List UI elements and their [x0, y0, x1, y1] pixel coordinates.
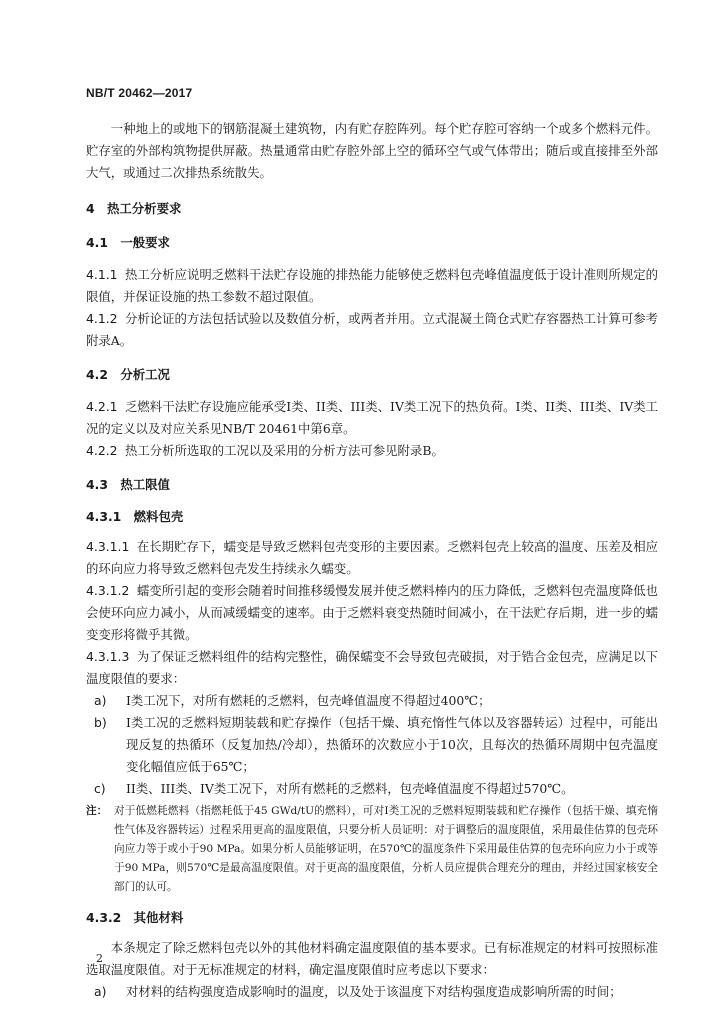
subsection-heading — [86, 474, 658, 496]
list-text: II类、III类、IV类工况下，对所有燃耗的乏燃料，包壳峰值温度不得超过570℃。 — [126, 781, 574, 796]
list-text: I类工况的乏燃料短期装载和贮存操作（包括干燥、填充惰性气体以及容器转运）过程中，可能出现反复的热循环（反复加热/冷却），热循环的次数应小于10次，且每次的热循环周期中包壳温度变化幅值应低于65℃； — [126, 715, 658, 774]
note — [86, 802, 658, 897]
clause-paragraph — [86, 536, 658, 580]
section-title: 热工分析要求 — [107, 201, 182, 216]
section-heading — [86, 198, 658, 220]
subsection-number: 4.3 — [86, 477, 108, 492]
clause-heading-number: 4.3.2 — [86, 910, 122, 925]
subsection-number: 4.2 — [86, 367, 108, 382]
clause-paragraph — [86, 308, 658, 352]
page-number: 2 — [96, 952, 103, 965]
clause-number: 4.3.1.3 — [86, 649, 130, 664]
clause-heading-title: 燃料包壳 — [133, 509, 184, 524]
subsection-title: 分析工况 — [120, 367, 170, 382]
standard-code-header: NB/T 20462—2017 — [86, 86, 193, 100]
clause-text: 乏燃料干法贮存设施应能承受I类、II类、III类、IV类工况下的热负荷。I类、II类、III类、IV类工况的定义以及对应关系见NB/T 20461中第6章。 — [86, 399, 658, 436]
list-item — [86, 981, 658, 1003]
subsection-heading — [86, 364, 658, 386]
clause-paragraph — [86, 440, 658, 462]
list-text: 对材料的结构强度造成影响时的温度，以及处于该温度下对结构强度造成影响所需的时间； — [126, 984, 622, 999]
subsection-heading — [86, 232, 658, 254]
list-marker: b) — [94, 715, 107, 730]
clause-number: 4.2.1 — [86, 399, 118, 414]
clause-text: 为了保证乏燃料组件的结构完整性，确保蠕变不会导致包壳破损，对于锆合金包壳，应满足以下温度限值的要求： — [86, 649, 658, 686]
clause-heading-title: 其他材料 — [133, 910, 184, 925]
clause-text: 热工分析应说明乏燃料干法贮存设施的排热能力能够使乏燃料包壳峰值温度低于设计准则所规定的限值，并保证设施的热工参数不超过限值。 — [86, 267, 658, 304]
clause-number: 4.3.1.2 — [86, 583, 130, 598]
list-item — [86, 712, 658, 778]
clause-paragraph — [86, 580, 658, 646]
clause-number: 4.1.2 — [86, 311, 118, 326]
clause-heading — [86, 506, 658, 528]
list-marker: a) — [94, 693, 107, 708]
clause-number: 4.1.1 — [86, 267, 118, 282]
clause-text: 热工分析所选取的工况以及采用的分析方法可参见附录B。 — [124, 443, 444, 458]
section-number: 4 — [86, 201, 95, 216]
list-marker: a) — [94, 984, 107, 999]
subsection-title: 热工限值 — [120, 477, 170, 492]
clause-paragraph — [86, 264, 658, 308]
list-text: I类工况下，对所有燃耗的乏燃料，包壳峰值温度不得超过400℃； — [126, 693, 491, 708]
list-item — [86, 690, 658, 712]
note-label: 注： — [86, 805, 108, 817]
subsection-title: 一般要求 — [120, 235, 170, 250]
clause-paragraph — [86, 646, 658, 690]
clause-heading — [86, 907, 658, 929]
document-body — [86, 118, 658, 1003]
clause-number: 4.2.2 — [86, 443, 118, 458]
clause-number: 4.3.1.1 — [86, 539, 130, 554]
list-marker: c) — [94, 781, 106, 796]
clause-text: 分析论证的方法包括试验以及数值分析，或两者并用。立式混凝土筒仓式贮存容器热工计算可参考附录A。 — [86, 311, 658, 348]
clause-text: 在长期贮存下，蠕变是导致乏燃料包壳变形的主要因素。乏燃料包壳上较高的温度、压差及相应的环向应力将导致乏燃料包壳发生持续永久蠕变。 — [86, 539, 658, 576]
clause-heading-number: 4.3.1 — [86, 509, 122, 524]
note-text: 对于低燃耗燃料（指燃耗低于45 GWd/tU的燃料），可对I类工况的乏燃料短期装载和贮存操作（包括干燥、填充惰性气体及容器转运）过程采用更高的温度限值，只要分析人员证明：对于调整后的温度限值，采用最佳估算的包壳环向应力等于或小于90 MPa。如果分析人员能够证明，在570℃的温度条件下采用最佳估算的包壳环向应力小于或等于90 MPa，则570℃是最高温度限值。对于更高的温度限值，分析人员应提供合理充分的理由，并经过国家核安全部门的认可。 — [114, 805, 658, 893]
subsection-number: 4.1 — [86, 235, 108, 250]
intro-paragraph: 一种地上的或地下的钢筋混凝土建筑物，内有贮存腔阵列。每个贮存腔可容纳一个或多个燃料元件。贮存室的外部构筑物提供屏蔽。热量通常由贮存腔外部上空的循环空气或气体带出；随后或直接排至外部大气，或通过二次排热系统散失。 — [86, 121, 658, 180]
clause-paragraph: 本条规定了除乏燃料包壳以外的其他材料确定温度限值的基本要求。已有标准规定的材料可按照标准选取温度限值。对于无标准规定的材料，确定温度限值时应考虑以下要求： — [86, 940, 658, 977]
list-item — [86, 778, 658, 800]
clause-paragraph — [86, 396, 658, 440]
clause-text: 蠕变所引起的变形会随着时间推移缓慢发展并使乏燃料棒内的压力降低，乏燃料包壳温度降低也会使环向应力减小，从而减缓蠕变的速率。由于乏燃料衰变热随时间减小，在干法贮存后期，进一步的蠕变变形将微乎其微。 — [86, 583, 658, 642]
